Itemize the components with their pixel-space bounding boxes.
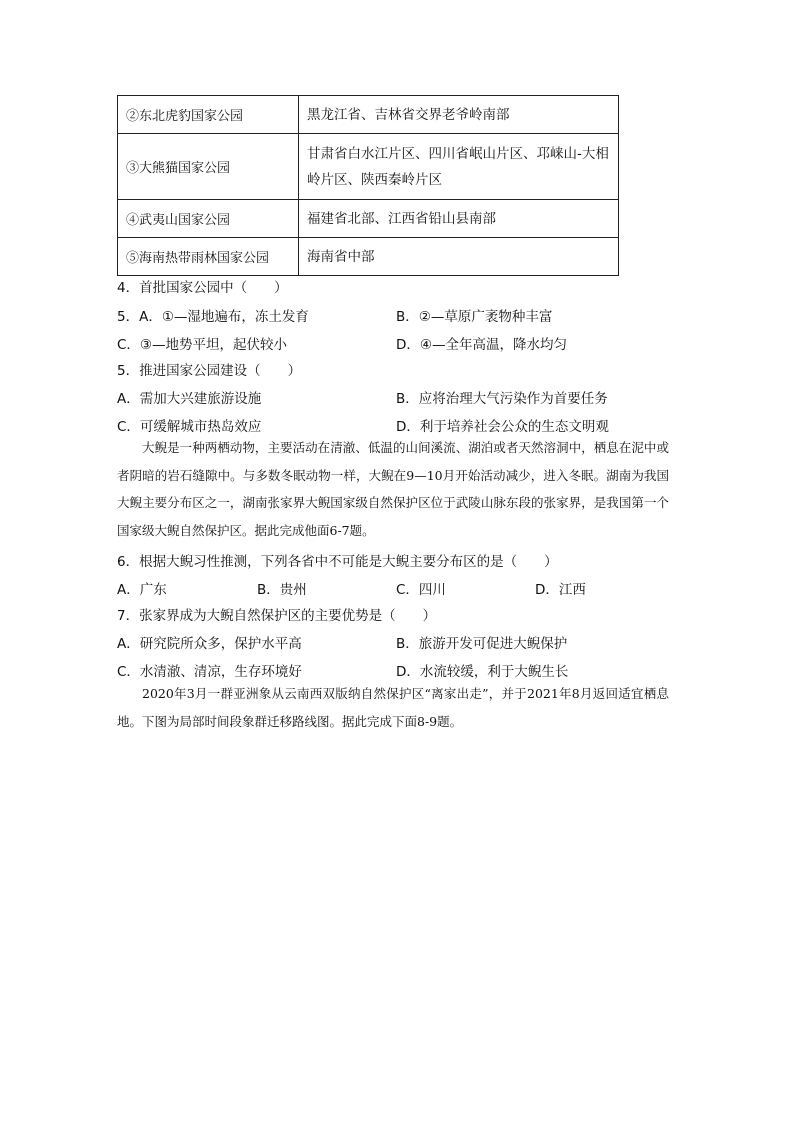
question-5-option-a: A．需加大兴建旅游设施 (117, 391, 262, 407)
park-name: ③大熊猫国家公园 (118, 134, 299, 200)
question-6-option-d: D．江西 (535, 582, 586, 598)
question-7-option-b: B．旅游开发可促进大鲵保护 (396, 636, 568, 652)
question-5-option-d: D．利于培养社会公众的生态文明观 (396, 419, 609, 435)
park-region: 海南省中部 (299, 238, 619, 276)
national-parks-table (117, 95, 619, 276)
table-row (118, 96, 619, 134)
park-name: ②东北虎豹国家公园 (118, 96, 299, 134)
question-5-option-b: B．应将治理大气污染作为首要任务 (396, 391, 608, 407)
question-6-stem: 6．根据大鲵习性推测，下列各省中不可能是大鲵主要分布区的是（ ） (117, 554, 558, 570)
table-row (118, 134, 619, 200)
question-4-option-b: B．②—草原广袤物种丰富 (396, 309, 553, 325)
table-row (118, 200, 619, 238)
question-4-stem: 4．首批国家公园中（ ） (117, 280, 288, 296)
question-4-option-c: C．③—地势平坦，起伏较小 (117, 337, 288, 353)
question-7-option-a: A．研究院所众多，保护水平高 (117, 636, 302, 652)
park-region: 甘肃省白水江片区、四川省岷山片区、邛崃山-大相岭片区、陕西秦岭片区 (299, 134, 619, 200)
question-4-option-a: 5．A．①—湿地遍布，冻土发育 (117, 309, 309, 325)
passage-giant-salamander: 大鲵是一种两栖动物，主要活动在清澈、低温的山间溪流、湖泊或者天然溶洞中，栖息在泥中或者阴暗的岩石缝隙中。与多数冬眠动物一样，大鲵在9—10月开始活动减少，进入冬眠。湖南为我国大鲵主要分布区之一，湖南张家界大鲵国家级自然保护区位于武陵山脉东段的张家界，是我国第一个国家级大鲵自然保护区。据此完成他面6-7题。 (117, 440, 669, 538)
park-name: ⑤海南热带雨林国家公园 (118, 238, 299, 276)
question-5-option-c: C．可缓解城市热岛效应 (117, 419, 262, 435)
question-6-option-c: C．四川 (396, 582, 446, 598)
park-region: 福建省北部、江西省铅山县南部 (299, 200, 619, 238)
question-7-option-d: D．水流较缓，利于大鲵生长 (396, 664, 569, 680)
passage-asian-elephants: 2020年3月一群亚洲象从云南西双版纳自然保护区“离家出走”，并于2021年8月返回适宜栖息地。下图为局部时间段象群迁移路线图。据此完成下面8-9题。 (117, 686, 669, 729)
question-7-stem: 7．张家界成为大鲵自然保护区的主要优势是（ ） (117, 608, 437, 624)
table-row (118, 238, 619, 276)
question-6-option-a: A．广东 (117, 582, 167, 598)
park-region: 黑龙江省、吉林省交界老爷岭南部 (299, 96, 619, 134)
park-name: ④武夷山国家公园 (118, 200, 299, 238)
question-6-option-b: B．贵州 (257, 582, 307, 598)
question-5-stem: 5．推进国家公园建设（ ） (117, 363, 302, 379)
question-7-option-c: C．水清澈、清凉，生存环境好 (117, 664, 302, 680)
question-4-option-d: D．④—全年高温，降水均匀 (396, 337, 567, 353)
